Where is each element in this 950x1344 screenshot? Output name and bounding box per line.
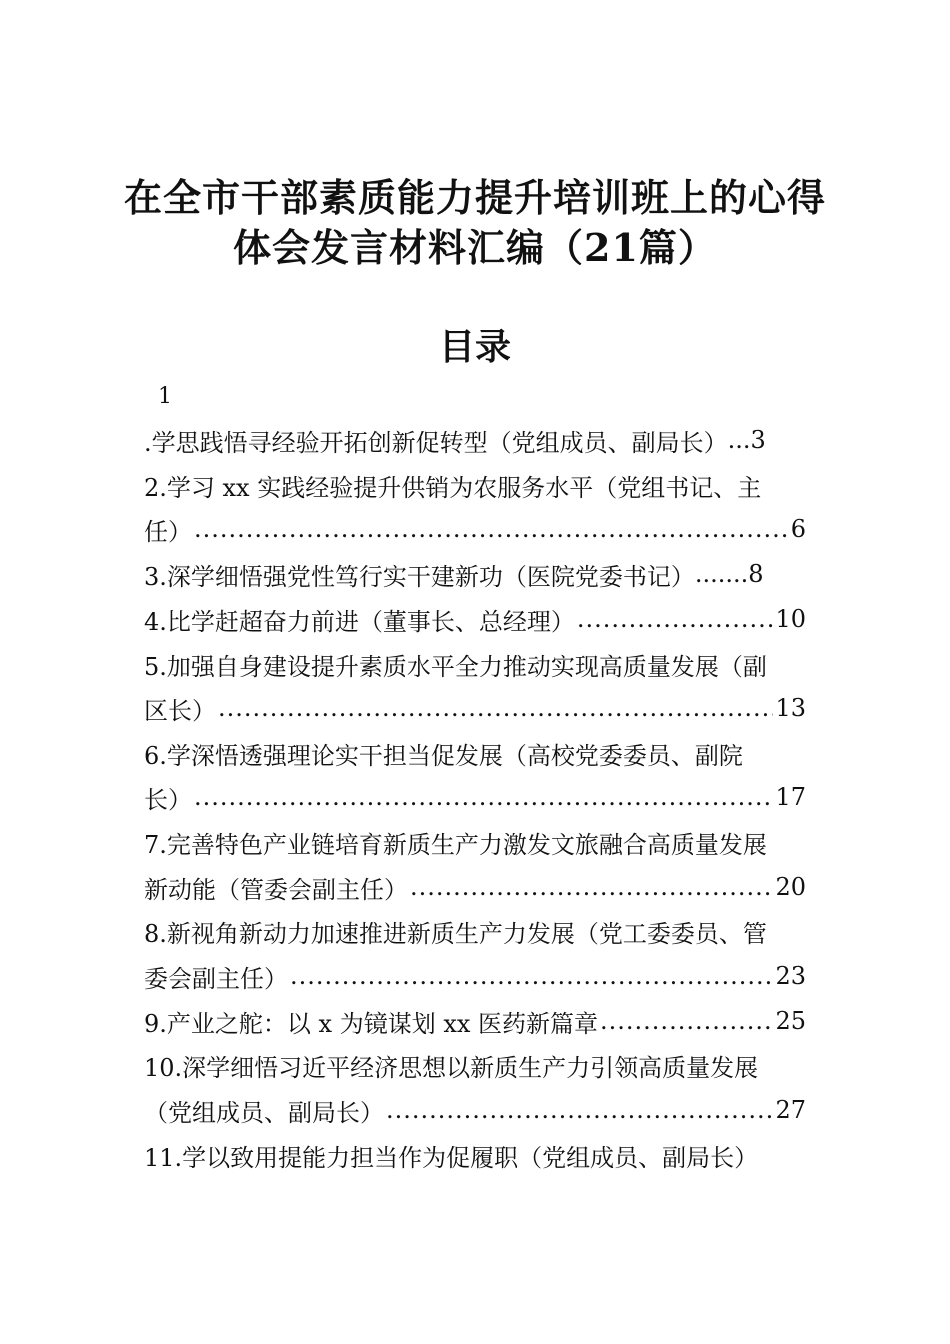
toc-line-text: 2.学习 xx 实践经验提升供销为农服务水平（党组书记、主 bbox=[144, 473, 762, 502]
dot-leader bbox=[194, 515, 789, 543]
toc-line-text: 4.比学赶超奋力前进（董事长、总经理） bbox=[144, 607, 575, 636]
toc-line bbox=[144, 646, 806, 682]
toc-line bbox=[144, 735, 806, 771]
toc-line bbox=[144, 556, 806, 592]
toc-line bbox=[144, 913, 806, 949]
toc-line bbox=[144, 422, 806, 458]
dot-leader bbox=[386, 1096, 773, 1124]
toc-page-number: 20 bbox=[775, 873, 806, 901]
toc-line-text: 委会副主任） bbox=[144, 964, 288, 993]
stray-page-number: 1 bbox=[158, 384, 172, 409]
dot-leader bbox=[290, 962, 773, 990]
dot-leader bbox=[218, 694, 773, 722]
toc-line-text: 7.完善特色产业链培育新质生产力激发文旅融合高质量发展 bbox=[144, 830, 767, 859]
toc-line bbox=[144, 958, 806, 994]
toc-line bbox=[144, 824, 806, 860]
toc-heading: 目录 bbox=[438, 326, 511, 368]
toc-page-number: 27 bbox=[775, 1096, 806, 1124]
toc-line bbox=[144, 779, 806, 815]
toc-page-number: .......8 bbox=[694, 560, 764, 588]
toc-page-number: ...3 bbox=[727, 426, 766, 454]
toc-line bbox=[144, 690, 806, 726]
toc-line bbox=[144, 1092, 806, 1128]
toc-page-number: 10 bbox=[775, 605, 806, 633]
document-title-line-2: 体会发言材料汇编（21篇） bbox=[233, 225, 717, 270]
dot-leader bbox=[410, 873, 773, 901]
toc-line-text: 长） bbox=[144, 785, 192, 814]
toc-line bbox=[144, 467, 806, 503]
dot-leader bbox=[194, 783, 773, 811]
toc-line-text: 11.学以致用提能力担当作为促履职（党组成员、副局长） bbox=[144, 1143, 759, 1172]
toc-page-number: 23 bbox=[775, 962, 806, 990]
toc-page-number: 6 bbox=[790, 515, 806, 543]
document-title-line-1: 在全市干部素质能力提升培训班上的心得 bbox=[123, 175, 826, 220]
toc-line bbox=[144, 869, 806, 905]
toc-line-text: 10.深学细悟习近平经济思想以新质生产力引领高质量发展 bbox=[144, 1053, 759, 1082]
toc-line-text: （党组成员、副局长） bbox=[144, 1098, 384, 1127]
dot-leader bbox=[600, 1007, 773, 1035]
toc-line-text: 3.深学细悟强党性笃行实干建新功（医院党委书记） bbox=[144, 562, 695, 591]
toc-line-text: 任） bbox=[144, 517, 192, 546]
dot-leader bbox=[577, 605, 774, 633]
toc-page-number: 17 bbox=[775, 783, 806, 811]
toc-line bbox=[144, 1137, 806, 1173]
toc-line bbox=[144, 1047, 806, 1083]
toc-line-text: 区长） bbox=[144, 696, 216, 725]
toc-line-text: 新动能（管委会副主任） bbox=[144, 875, 408, 904]
toc-line-text: 6.学深悟透强理论实干担当促发展（高校党委委员、副院 bbox=[144, 741, 743, 770]
toc-line-text: 5.加强自身建设提升素质水平全力推动实现高质量发展（副 bbox=[144, 652, 767, 681]
toc-page-number: 25 bbox=[775, 1007, 806, 1035]
toc-line-text: 9.产业之舵：以 x 为镜谋划 xx 医药新篇章 bbox=[144, 1009, 599, 1038]
toc-line bbox=[144, 1003, 806, 1039]
toc-line-text: .学思践悟寻经验开拓创新促转型（党组成员、副局长） bbox=[144, 428, 728, 457]
toc-line bbox=[144, 511, 806, 547]
toc-page-number: 13 bbox=[775, 694, 806, 722]
toc-line bbox=[144, 601, 806, 637]
toc-line-text: 8.新视角新动力加速推进新质生产力发展（党工委委员、管 bbox=[144, 919, 767, 948]
